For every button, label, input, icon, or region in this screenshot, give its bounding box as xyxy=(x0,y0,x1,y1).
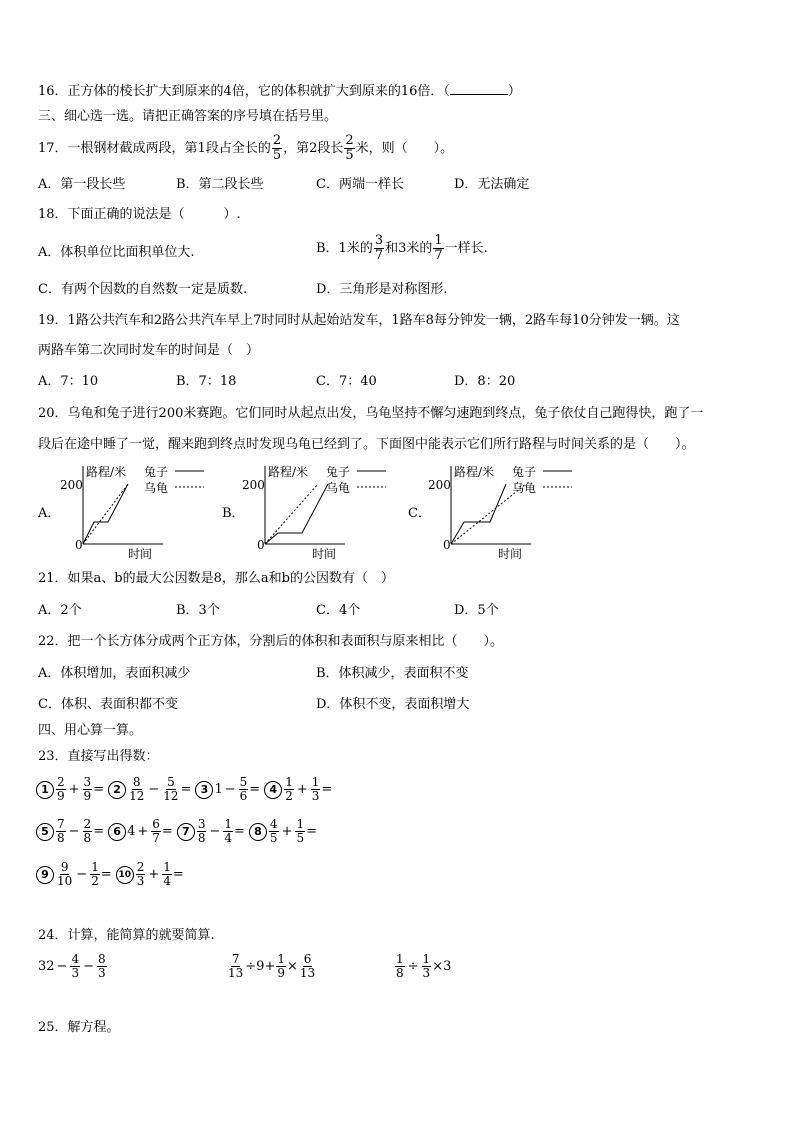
q17-option-a[interactable]: A．第一段长些 xyxy=(38,177,126,192)
circled-number-5: 5 xyxy=(36,823,54,841)
origin-label: 0 xyxy=(75,538,83,552)
q20-graph-c[interactable] xyxy=(426,460,576,562)
legend-turtle-label: 乌龟 xyxy=(144,481,169,495)
question-21: 21．如果a、b的最大公因数是8，那么a和b的公因数有（ ） xyxy=(38,571,394,586)
x-axis-label: 时间 xyxy=(128,547,153,561)
q18-option-d[interactable]: D．三角形是对称图形. xyxy=(316,282,448,297)
question-24: 24．计算，能简算的就要简算. xyxy=(38,928,215,943)
circled-number-7: 7 xyxy=(177,823,195,841)
q20-option-c-label[interactable]: C． xyxy=(408,506,431,521)
legend-rabbit-label: 兔子 xyxy=(512,465,537,479)
q20-option-a-label[interactable]: A． xyxy=(38,506,61,521)
q18-option-b[interactable]: B．1米的 $\frac{3}{7}$ 和3米的 $\frac{1}{7}$ 一样长. xyxy=(316,233,488,263)
q17-text-2: ，第2段长 xyxy=(283,140,344,156)
q17-fraction-1: $\frac{2}{5}$ xyxy=(272,133,282,163)
q22-option-a[interactable]: A．体积增加，表面积减少 xyxy=(38,666,191,681)
question-25: 25．解方程。 xyxy=(38,1020,120,1035)
calc-row-1: 1 $\frac{2}{9}$ + $\frac{3}{9}$ = 2 $\frac{8}{12}$ − $\frac{5}{12}$ = 3 1 − $\frac{5}{6}$ = 4 $\frac{1}{2}$ + $\frac{1}{3}$ = xyxy=(36,776,332,803)
section-4-heading: 四、用心算一算。 xyxy=(38,723,143,738)
legend-turtle-label: 乌龟 xyxy=(326,481,351,495)
x-axis-label: 时间 xyxy=(498,547,523,561)
circled-number-9: 9 xyxy=(36,866,54,884)
y-axis-label: 路程/米 xyxy=(86,465,127,479)
question-18: 18．下面正确的说法是（ ）. xyxy=(38,207,241,222)
q17-option-c[interactable]: C．两端一样长 xyxy=(316,177,404,192)
q22-option-b[interactable]: B．体积减少，表面积不变 xyxy=(316,666,469,681)
circled-number-3: 3 xyxy=(195,781,213,799)
q24-expression-3[interactable]: $\frac{1}{8}$ ÷ $\frac{1}{3}$ ×3 xyxy=(396,952,452,980)
y-axis-label: 路程/米 xyxy=(268,465,309,479)
question-16 xyxy=(38,82,521,101)
question-20-line-2: 段后在途中睡了一觉，醒来跑到终点时发现乌龟已经到了。下面图中能表示它们所行路程与时间关系的是（ ）。 xyxy=(38,437,695,452)
section-3-heading: 三、细心选一选。请把正确答案的序号填在括号里。 xyxy=(38,109,338,124)
question-19-line-2: 两路车第二次同时发车的时间是（ ） xyxy=(38,343,260,358)
question-20-line-1: 20．乌龟和兔子进行200米赛跑。它们同时从起点出发，乌龟坚持不懈匀速跑到终点，兔子依仗自己跑得快，跑了一 xyxy=(38,406,704,421)
circled-number-8: 8 xyxy=(249,823,267,841)
rabbit-path xyxy=(265,484,328,544)
q24-expression-2[interactable]: $\frac{7}{13}$ ÷9+ $\frac{1}{9}$ × $\frac{6}{13}$ xyxy=(228,952,316,980)
legend-rabbit-label: 兔子 xyxy=(326,465,351,479)
q20-graph-b[interactable] xyxy=(240,460,390,562)
q19-option-b[interactable]: B．7：18 xyxy=(176,374,237,389)
q16-close: ） xyxy=(507,84,521,99)
calc-row-3: 9 $\frac{9}{10}$ − $\frac{1}{2}$ = 10 $\frac{2}{3}$ + $\frac{1}{4}$ = xyxy=(36,861,184,888)
question-19-line-1: 19．1路公共汽车和2路公共汽车早上7时同时从起始站发车，1路车8每分钟发一辆，2路车每10分钟发一辆。这 xyxy=(38,313,680,328)
origin-label: 0 xyxy=(443,538,451,552)
q16-answer-blank[interactable] xyxy=(450,82,508,95)
q22-option-d[interactable]: D．体积不变，表面积增大 xyxy=(316,697,470,712)
q17-fraction-2: $\frac{2}{5}$ xyxy=(345,133,354,163)
q17-option-b[interactable]: B．第二段长些 xyxy=(176,177,264,192)
q16-text: 16．正方体的棱长扩大到原来的4倍，它的体积就扩大到原来的16倍．（ xyxy=(38,84,450,99)
q21-option-d[interactable]: D．5个 xyxy=(454,603,499,618)
y-max-label: 200 xyxy=(428,478,451,492)
x-axis-label: 时间 xyxy=(312,547,337,561)
q17-text-1: 17．一根钢材截成两段，第1段占全长的 xyxy=(38,140,271,156)
circled-number-6: 6 xyxy=(108,823,126,841)
y-max-label: 200 xyxy=(242,478,265,492)
q24-expression-1[interactable]: 32 − $\frac{4}{3}$ − $\frac{8}{3}$ xyxy=(38,952,106,980)
q17-option-d[interactable]: D．无法确定 xyxy=(454,177,530,192)
turtle-path xyxy=(265,484,318,544)
legend-rabbit-label: 兔子 xyxy=(144,465,169,479)
origin-label: 0 xyxy=(257,538,265,552)
turtle-path xyxy=(451,484,526,544)
legend-turtle-label: 乌龟 xyxy=(512,481,537,495)
circled-number-2: 2 xyxy=(108,781,126,799)
circled-number-4: 4 xyxy=(264,781,282,799)
question-22: 22．把一个长方体分成两个正方体，分割后的体积和表面积与原来相比（ ）。 xyxy=(38,634,504,649)
rabbit-path xyxy=(451,484,506,544)
q18-fraction-1: $\frac{3}{7}$ xyxy=(374,233,384,263)
q21-option-c[interactable]: C．4个 xyxy=(316,603,361,618)
q21-option-b[interactable]: B．3个 xyxy=(176,603,220,618)
q18-fraction-2: $\frac{1}{7}$ xyxy=(434,233,443,263)
q20-option-b-label[interactable]: B． xyxy=(222,506,245,521)
q21-option-a[interactable]: A．2个 xyxy=(38,603,82,618)
y-max-label: 200 xyxy=(60,478,83,492)
question-17 xyxy=(38,134,453,163)
y-axis-label: 路程/米 xyxy=(454,465,495,479)
q22-option-c[interactable]: C．体积、表面积都不变 xyxy=(38,697,178,712)
circled-number-1: 1 xyxy=(36,781,54,799)
q17-text-3: 米，则（ ）。 xyxy=(355,140,454,156)
q20-graph-a[interactable] xyxy=(58,460,208,562)
q18-option-c[interactable]: C．有两个因数的自然数一定是质数. xyxy=(38,282,248,297)
q18-option-a[interactable]: A．体积单位比面积单位大. xyxy=(38,245,195,260)
q19-option-c[interactable]: C．7：40 xyxy=(316,374,377,389)
q19-option-a[interactable]: A．7：10 xyxy=(38,374,99,389)
circled-number-10: 10 xyxy=(116,866,134,884)
calc-row-2: 5 $\frac{7}{8}$ − $\frac{2}{8}$ = 6 4 + $\frac{6}{7}$ = 7 $\frac{3}{8}$ − $\frac{1}{4}$ = 8 $\frac{4}{5}$ + $\frac{1}{5}$ = xyxy=(36,818,317,845)
turtle-path xyxy=(83,484,128,544)
question-23: 23．直接写出得数： xyxy=(38,749,159,764)
q19-option-d[interactable]: D．8：20 xyxy=(454,374,516,389)
